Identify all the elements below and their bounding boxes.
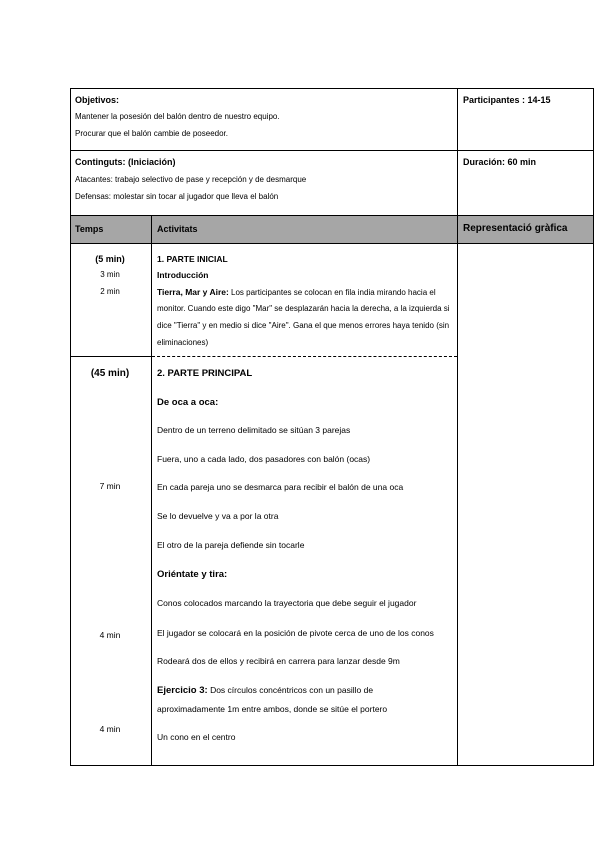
column-divider-graphic (457, 88, 458, 766)
initial-time-b: 2 min (100, 287, 120, 296)
exercise-1-line: Se lo devuelve y va a por la otra (157, 511, 279, 521)
exercise-2-line: El jugador se colocará en la posición de pivote cerca de uno de los conos (157, 628, 434, 638)
exercise-2-title: Oriéntate y tira: (157, 569, 228, 580)
initial-line-1-text: Los participantes se colocan en fila india mirando hacia el (228, 288, 436, 297)
row-divider-header (70, 243, 594, 244)
header-row-bg (71, 216, 457, 243)
exercise-1-time: 7 min (99, 481, 121, 491)
header-divider (151, 215, 152, 243)
initial-total-time: (5 min) (95, 254, 125, 264)
exercise-2-time: 4 min (99, 630, 121, 640)
initial-line-2: monitor. Cuando este digo "Mar" se desplazarán hacia la derecha, a la izquierda si (157, 304, 450, 313)
exercise-1-line: El otro de la pareja defiende sin tocarle (157, 540, 305, 550)
exercise-1-title: De oca a oca: (157, 397, 219, 408)
exercise-3-line-3: Un cono en el centro (157, 732, 236, 742)
main-title: 2. PARTE PRINCIPAL (157, 368, 253, 379)
objectives-title: Objetivos: (75, 95, 120, 105)
exercise-2-line: Conos colocados marcando la trayectoria que debe seguir el jugador (157, 598, 417, 608)
exercise-3-line-2: aproximadamente 1m entre ambos, donde se sitúe el portero (157, 704, 388, 714)
exercise-3-time: 4 min (99, 724, 121, 734)
duration: Duración: 60 min (463, 157, 537, 167)
content-2: Defensas: molestar sin tocar al jugador que lleva el balón (75, 192, 279, 201)
participants: Participantes : 14-15 (463, 95, 551, 105)
initial-title: 1. PARTE INICIAL (157, 254, 228, 264)
exercise-1-line: Fuera, uno a cada lado, dos pasadores con balón (ocas) (157, 454, 371, 464)
initial-activity-divider (152, 356, 457, 357)
objective-2: Procurar que el balón cambie de poseedor. (75, 129, 228, 138)
row-divider-objectives (70, 150, 594, 151)
column-divider-time (151, 215, 152, 766)
table-border-left (70, 88, 71, 766)
exercise-3-title: Ejercicio 3: (157, 685, 208, 696)
objective-1: Mantener la posesión del balón dentro de nuestro equipo. (75, 112, 280, 121)
exercise-3-line-1-text: Dos círculos concéntricos con un pasillo de (207, 685, 374, 695)
table-border-right (593, 88, 594, 766)
exercise-1-line: Dentro de un terreno delimitado se sitúan 3 parejas (157, 425, 351, 435)
column-header-activities: Activitats (157, 224, 198, 234)
column-header-graphic: Representació gràfica (463, 223, 568, 234)
initial-line-4: eliminaciones) (157, 338, 209, 347)
exercise-3-line-1 (157, 685, 373, 696)
initial-line-1 (157, 287, 436, 297)
exercise-1-line: En cada pareja uno se desmarca para recibir el balón de una oca (157, 482, 404, 492)
session-table (70, 88, 594, 766)
exercise-2-line: Rodeará dos de ellos y recibirá en carrera para lanzar desde 9m (157, 656, 400, 666)
initial-time-a: 3 min (100, 270, 120, 279)
initial-line-3: dice "Tierra" y en medio si dice "Aire". Gana el que menos errores haya tenido (sin (157, 321, 450, 330)
initial-time-divider (70, 356, 152, 357)
content-1: Atacantes: trabajo selectivo de pase y recepción y de desmarque (75, 175, 307, 184)
table-border-bottom (70, 765, 594, 766)
initial-game-name: Tierra, Mar y Aire: (157, 287, 229, 297)
table-border-top (70, 88, 594, 89)
contents-title: Continguts: (Iniciación) (75, 157, 176, 167)
initial-subtitle: Introducción (157, 270, 209, 280)
column-header-time: Temps (75, 224, 104, 234)
main-total-time: (45 min) (90, 368, 130, 379)
